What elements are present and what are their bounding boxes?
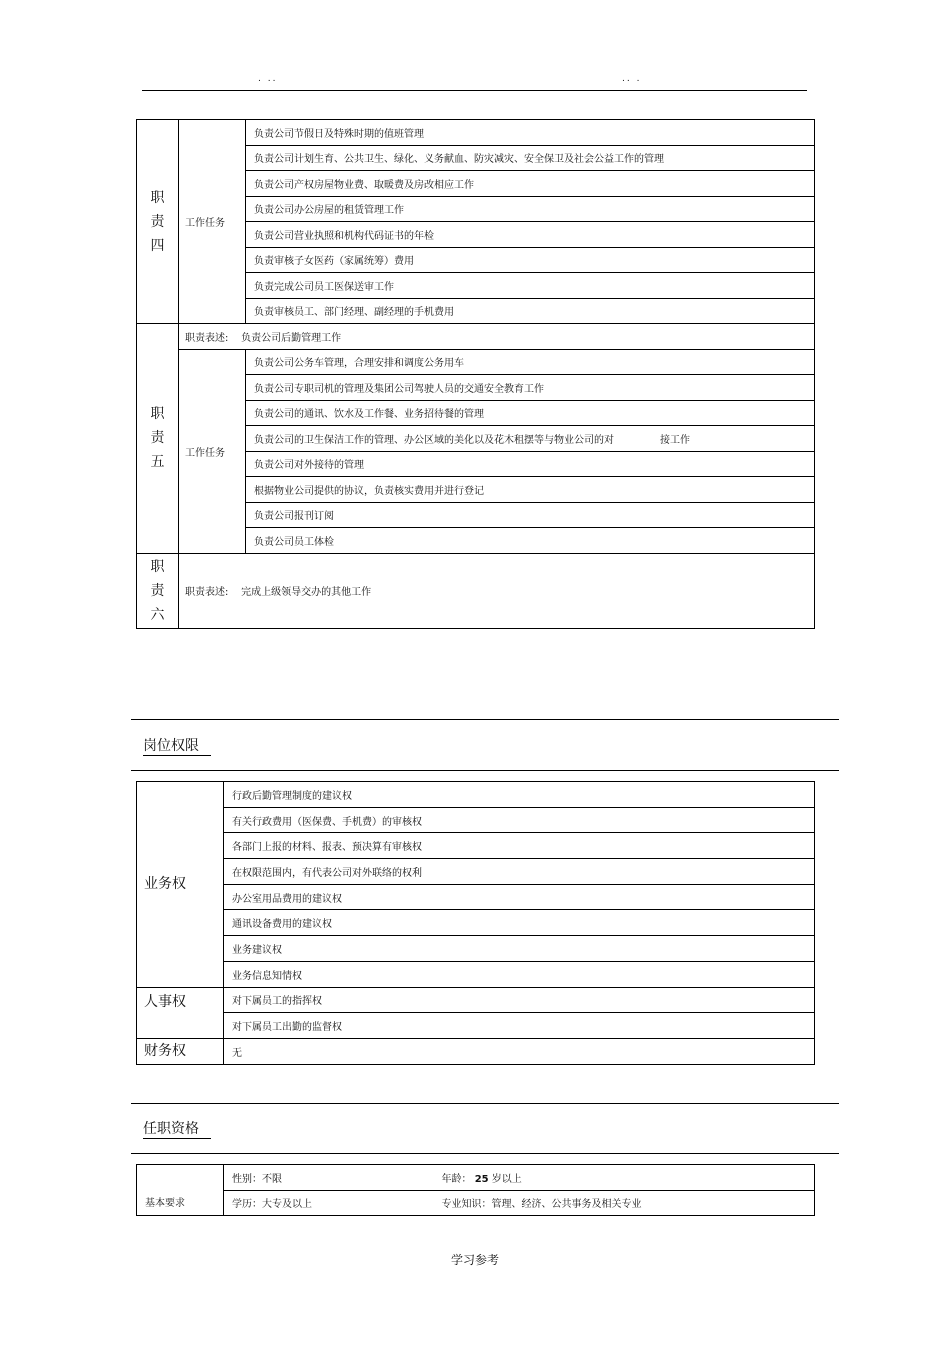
duty-4-task-label: 工作任务 [179,120,246,324]
duty-5-task: 负责公司公务车管理，合理安排和调度公务用车 [246,349,815,375]
authority-item: 对下属员工的指挥权 [224,987,815,1013]
finance-authority-value: 无 [224,1038,815,1064]
authority-item: 在权限范围内，有代表公司对外联络的权利 [224,859,815,885]
major-requirement: 专业知识：管理、经济、公共事务及相关专业 [434,1190,815,1216]
header-dots-right: .. . [622,74,642,84]
duty-6-description: 职责表述: 完成上级领导交办的其他工作 [179,553,815,628]
personnel-authority-label: 人事权 [137,987,224,1038]
duty-4-task: 负责公司节假日及特殊时期的值班管理 [246,120,815,146]
page-footer: 学习参考 [450,1253,499,1267]
finance-authority-label: 财务权 [137,1038,224,1064]
duty-5-label: 职 责 五 [137,324,179,554]
duty-4-label: 职 责 四 [137,120,179,324]
qualification-table [136,1164,815,1216]
duty-4-task: 负责完成公司员工医保送审工作 [246,273,815,299]
duty-4-task: 负责审核子女医药（家属统筹）费用 [246,247,815,273]
authority-item: 办公室用品费用的建议权 [224,884,815,910]
education-requirement: 学历：大专及以上 [224,1190,434,1216]
duty-5-task: 负责公司员工体检 [246,528,815,554]
qualification-bottom-rule [131,1153,839,1154]
duty-5-task: 负责公司对外接待的管理 [246,451,815,477]
authority-bottom-rule [131,770,839,771]
header-dots-left: . .. [258,74,278,84]
authority-item: 通讯设备费用的建议权 [224,910,815,936]
basic-requirements-label: 基本要求 [137,1165,224,1216]
duty-5-task: 负责公司报刊订阅 [246,502,815,528]
duty-6-label: 职 责 六 [137,553,179,628]
authority-item: 有关行政费用（医保费、手机费）的审核权 [224,807,815,833]
duty-4-task: 负责公司产权房屋物业费、取暖费及房改相应工作 [246,171,815,197]
authority-item: 行政后勤管理制度的建议权 [224,782,815,808]
age-requirement: 年龄： 25 岁以上 [434,1165,815,1191]
duty-5-description: 职责表述: 负责公司后勤管理工作 [179,324,815,350]
duty-4-task: 负责公司营业执照和机构代码证书的年检 [246,222,815,248]
authority-title: 岗位权限 [143,735,211,755]
qualification-top-rule [131,1103,839,1104]
authority-item: 业务建议权 [224,936,815,962]
duty-5-task: 负责公司的卫生保洁工作的管理、办公区域的美化以及花木租摆等与物业公司的对 接工作 [246,426,815,452]
authority-item: 对下属员工出勤的监督权 [224,1013,815,1039]
authority-top-rule [131,719,839,720]
authority-item: 业务信息知情权 [224,961,815,987]
gender-requirement: 性别：不限 [224,1165,434,1191]
qualification-title: 任职资格 [143,1118,211,1138]
duty-5-task: 负责公司的通讯、饮水及工作餐、业务招待餐的管理 [246,400,815,426]
duty-4-task: 负责公司计划生育、公共卫生、绿化、义务献血、防灾减灾、安全保卫及社会公益工作的管理 [246,145,815,171]
authority-table [136,781,815,1065]
header-rule [142,90,807,91]
duty-5-task-label: 工作任务 [179,349,246,553]
duties-table [136,119,815,629]
duty-4-task: 负责公司办公房屋的租赁管理工作 [246,196,815,222]
duty-5-task: 负责公司专职司机的管理及集团公司驾驶人员的交通安全教育工作 [246,375,815,401]
business-authority-label: 业务权 [137,782,224,988]
authority-item: 各部门上报的材料、报表、预决算有审核权 [224,833,815,859]
duty-4-task: 负责审核员工、部门经理、副经理的手机费用 [246,298,815,324]
duty-5-task: 根据物业公司提供的协议，负责核实费用并进行登记 [246,477,815,503]
